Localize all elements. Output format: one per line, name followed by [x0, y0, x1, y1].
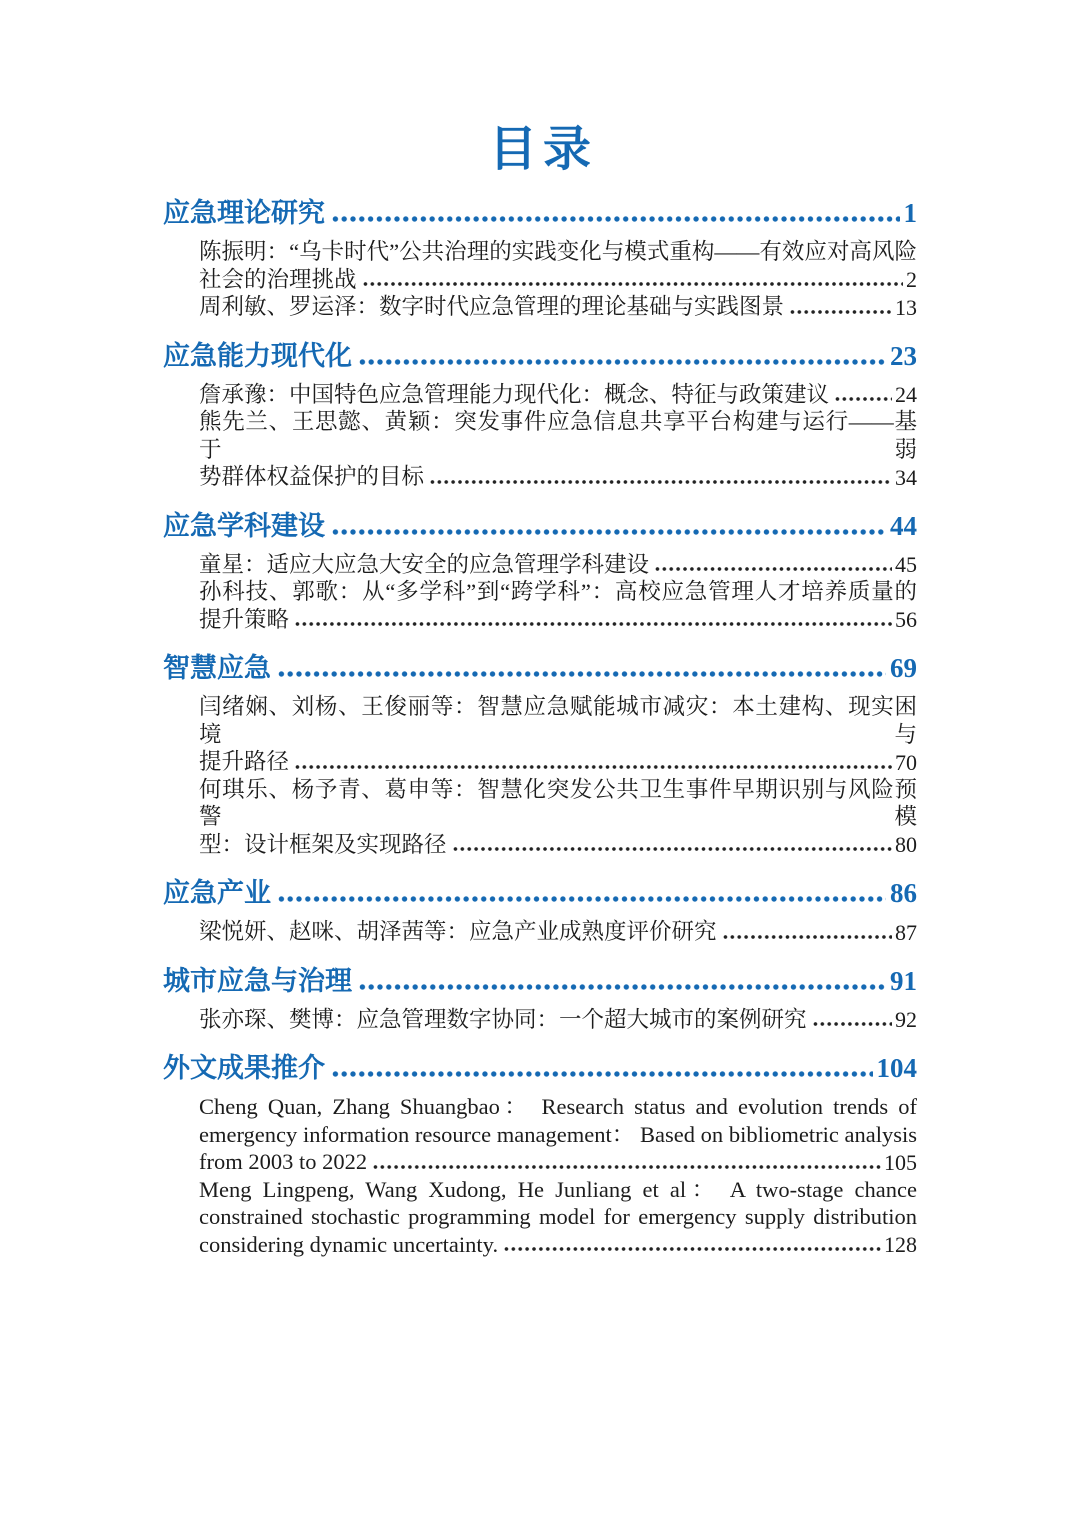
dotted-leader: [277, 670, 886, 678]
entry-text-line: 闫绪娴、刘杨、王俊丽等：智慧应急赋能城市减灾：本土建构、现实困境与: [199, 694, 917, 747]
dotted-leader: [654, 565, 892, 573]
toc-entry: [199, 551, 917, 579]
dotted-leader: [331, 528, 886, 536]
section-entries: [163, 238, 917, 321]
entry-page-number: 56: [895, 607, 917, 632]
entry-page-number: 13: [895, 294, 917, 320]
entry-last-line: [199, 463, 917, 491]
entry-last-line: [199, 748, 917, 776]
section-title: 城市应急与治理: [163, 965, 352, 996]
toc-entry: [199, 918, 917, 946]
dotted-leader: [812, 1020, 892, 1028]
entry-text: 势群体权益保护的目标: [199, 464, 425, 489]
entry-last-line: [199, 293, 917, 321]
entry-last-line: [199, 1231, 917, 1259]
entry-text-line: 孙科技、郭歌：从“多学科”到“跨学科”：高校应急管理人才培养质量的: [199, 579, 917, 604]
toc-entry: [199, 381, 917, 409]
entry-text: considering dynamic uncertainty.: [199, 1231, 499, 1257]
toc-section: [163, 964, 917, 1034]
section-title: 应急产业: [163, 878, 271, 908]
entry-last-line: [199, 551, 917, 579]
toc-entry: [199, 1006, 917, 1034]
section-heading-row: [163, 1051, 917, 1085]
section-title: 应急理论研究: [163, 198, 325, 228]
entry-page-number: 128: [884, 1232, 917, 1257]
entry-page-number: 45: [895, 552, 917, 577]
toc-entry: [199, 578, 917, 633]
toc-section: [163, 651, 917, 858]
section-heading-row: [163, 196, 917, 230]
entry-last-line: [199, 606, 917, 634]
dotted-leader: [372, 1163, 881, 1171]
entry-last-line: [199, 381, 917, 409]
section-entries: [163, 1093, 917, 1258]
section-page-number: 69: [890, 653, 917, 683]
dotted-leader: [429, 478, 892, 486]
entry-last-line: [199, 1148, 917, 1176]
section-heading-row: [163, 651, 917, 685]
dotted-leader: [722, 933, 892, 941]
section-page-number: 44: [890, 510, 917, 541]
section-page-number: 104: [876, 1053, 917, 1083]
dotted-leader: [294, 620, 892, 628]
entry-text-line: constrained stochastic programming model for emergency supply distribution: [199, 1204, 917, 1229]
toc-entry: [199, 293, 917, 321]
entry-text: 提升策略: [199, 606, 290, 632]
entry-page-number: 70: [895, 749, 917, 775]
section-page-number: 86: [890, 878, 917, 908]
entry-page-number: 80: [895, 832, 917, 857]
section-heading-row: [163, 509, 917, 543]
section-entries: [163, 1006, 917, 1034]
dotted-leader: [331, 1070, 873, 1078]
section-entries: [163, 918, 917, 946]
toc-section: [163, 1051, 917, 1258]
entry-text: 社会的治理挑战: [199, 266, 357, 292]
entry-text: 童星：适应大应急大安全的应急管理学科建设: [199, 551, 650, 577]
entry-page-number: 2: [906, 267, 917, 292]
dotted-leader: [452, 845, 892, 853]
entry-last-line: [199, 266, 917, 294]
toc-entry: [199, 238, 917, 293]
toc-entry: [199, 776, 917, 859]
toc-entry: [199, 693, 917, 776]
toc-entry: [199, 1093, 917, 1176]
entry-page-number: 87: [895, 919, 917, 945]
dotted-leader: [834, 395, 892, 403]
entry-text: 提升路径: [199, 749, 290, 774]
page-title: 目录: [488, 123, 597, 176]
entry-text: 詹承豫：中国特色应急管理能力现代化：概念、特征与政策建议: [199, 381, 830, 407]
dotted-leader: [362, 280, 903, 288]
section-title: 智慧应急: [163, 653, 271, 683]
toc-entry: [199, 1176, 917, 1259]
section-title: 应急能力现代化: [163, 340, 352, 371]
toc-section: [163, 509, 917, 634]
section-entries: [163, 381, 917, 491]
entry-text: 张亦琛、樊博：应急管理数字协同：一个超大城市的案例研究: [199, 1006, 807, 1032]
toc-section: [163, 339, 917, 491]
section-heading-row: [163, 339, 917, 373]
entry-text: 周利敏、罗运泽：数字时代应急管理的理论基础与实践图景: [199, 294, 785, 319]
section-page-number: 23: [890, 340, 917, 371]
entry-page-number: 34: [895, 464, 917, 490]
toc-list: [163, 196, 917, 1258]
section-page-number: 91: [890, 965, 917, 996]
section-entries: [163, 551, 917, 634]
entry-text-line: 熊先兰、王思懿、黄颖：突发事件应急信息共享平台构建与运行——基于弱: [199, 409, 917, 462]
entry-text: 型：设计框架及实现路径: [199, 831, 447, 857]
dotted-leader: [358, 358, 886, 366]
entry-text-line: Cheng Quan, Zhang Shuangbao： Research status and evolution trends of: [199, 1094, 917, 1119]
toc-entry: [199, 408, 917, 491]
dotted-leader: [503, 1245, 881, 1253]
entry-text-line: 何琪乐、杨予青、葛申等：智慧化突发公共卫生事件早期识别与风险预警模: [199, 776, 917, 829]
entry-last-line: [199, 918, 917, 946]
section-heading-row: [163, 876, 917, 910]
dotted-leader: [331, 215, 900, 223]
entry-page-number: 24: [895, 382, 917, 407]
toc-section: [163, 196, 917, 321]
entry-last-line: [199, 831, 917, 859]
entry-text: from 2003 to 2022: [199, 1149, 368, 1174]
dotted-leader: [358, 983, 886, 991]
entry-text-line: Meng Lingpeng, Wang Xudong, He Junliang et al： A two-stage chance: [199, 1176, 917, 1202]
dotted-leader: [277, 895, 886, 903]
section-title: 应急学科建设: [163, 510, 325, 541]
section-heading-row: [163, 964, 917, 998]
toc-section: [163, 876, 917, 946]
dotted-leader: [789, 308, 892, 316]
entry-text-line: 陈振明：“乌卡时代”公共治理的实践变化与模式重构——有效应对高风险: [199, 239, 917, 264]
section-entries: [163, 693, 917, 858]
entry-text-line: emergency information resource management： Based on bibliometric analysis: [199, 1121, 917, 1147]
entry-text: 梁悦妍、赵咪、胡泽茜等：应急产业成熟度评价研究: [199, 919, 717, 944]
entry-page-number: 105: [884, 1149, 917, 1175]
section-title: 外文成果推介: [163, 1053, 325, 1083]
section-page-number: 1: [903, 198, 917, 228]
entry-page-number: 92: [895, 1007, 917, 1032]
entry-last-line: [199, 1006, 917, 1034]
dotted-leader: [294, 763, 892, 771]
